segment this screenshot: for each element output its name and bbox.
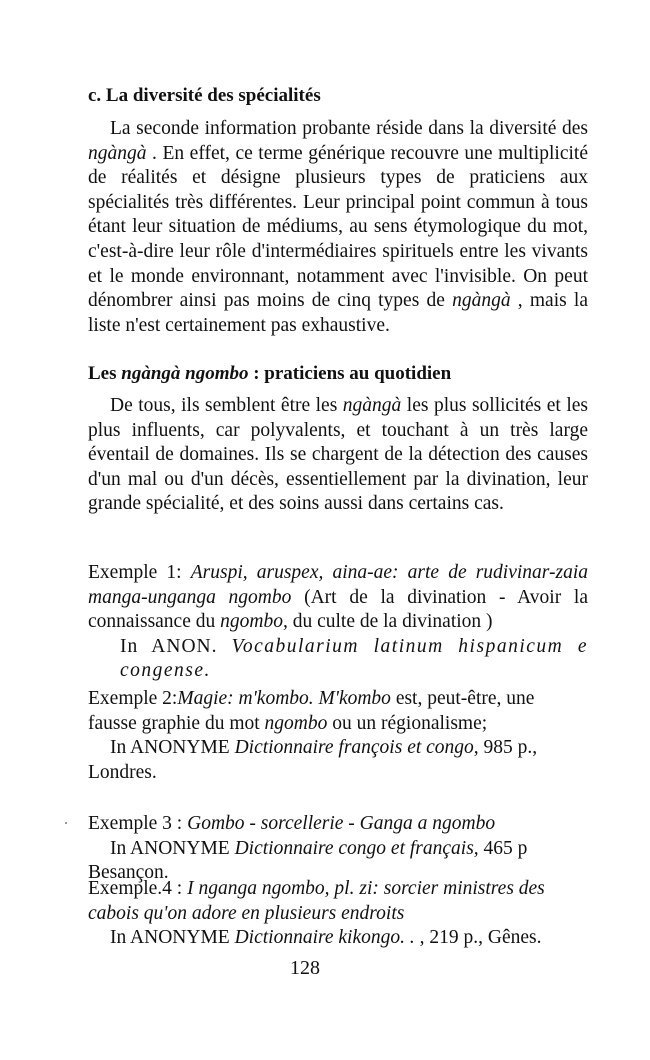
section-heading: c. La diversité des spécialités <box>88 85 321 106</box>
example-1: Exemple 1: Aruspi, aruspex, aina-ae: arte de rudivinar-zaia manga-unganga ngombo (Art de la divination - Avoir la connaissance du ngombo, du culte de la divination ) In ANON. Vocabularium latinum hispanicum e congense. <box>88 561 588 684</box>
paragraph-ngombo: De tous, ils semblent être les ngàngà les plus sollicités et les plus influents, car polyvalents, et touchant à un très large éventail de domaines. Ils se chargent de la détection des causes d'un mal ou d'un décès, essentiellement par la divination, leur grande spécialité, et des soins aussi dans certains cas. <box>88 395 588 515</box>
example-4-label: Exemple.4 : <box>88 878 188 899</box>
page-number: 128 <box>290 957 320 979</box>
example-4-reference: In ANONYME Dictionnaire kikongo. . , 219 p., Gênes. <box>110 927 542 949</box>
subsection-heading: Les ngàngà ngombo : praticiens au quotidien <box>88 363 452 384</box>
example-2-reference: In ANONYME Dictionnaire françois et congo, 985 p., Londres. <box>88 737 538 783</box>
example-1-reference: In ANON. Vocabularium latinum hispanicum e congense. <box>120 635 588 682</box>
example-3-label: Exemple 3 : <box>88 813 188 834</box>
example-2: Exemple 2:Magie: m'kombo. M'kombo est, peut-être, une fausse graphie du mot ngombo ou un régionalisme; In ANONYME Dictionnaire françois et congo, 985 p., Londres. <box>88 687 588 785</box>
example-3-reference: In ANONYME Dictionnaire congo et français, 465 p Besançon. <box>88 837 528 884</box>
scan-speck <box>65 822 67 824</box>
example-1-label: Exemple 1: <box>88 562 191 583</box>
example-4: Exemple.4 : I nganga ngombo, pl. zi: sorcier ministres des cabois qu'on adore en plusieurs endroits In ANONYME Dictionnaire kikongo. . , 219 p., Gênes. <box>88 877 588 951</box>
example-3: Exemple 3 : Gombo - sorcellerie - Ganga a ngombo In ANONYME Dictionnaire congo et français, 465 p Besançon. <box>88 812 588 886</box>
example-2-label: Exemple 2: <box>88 688 178 709</box>
paragraph-diversite: La seconde information probante réside dans la diversité des ngàngà . En effet, ce terme générique recouvre une multiplicité de réalités et désigne plusieurs types de praticiens aux spécialités très différentes. Leur principal point commun à tous étant leur situation de médiums, au sens étymologique du mot, c'est-à-dire leur rôle d'intermédiaires spirituels entre les vivants et le monde environnant, notamment avec l'invisible. On peut dénombrer ainsi pas moins de cinq types de ngàngà , mais la liste n'est certainement pas exhaustive. <box>88 118 588 336</box>
